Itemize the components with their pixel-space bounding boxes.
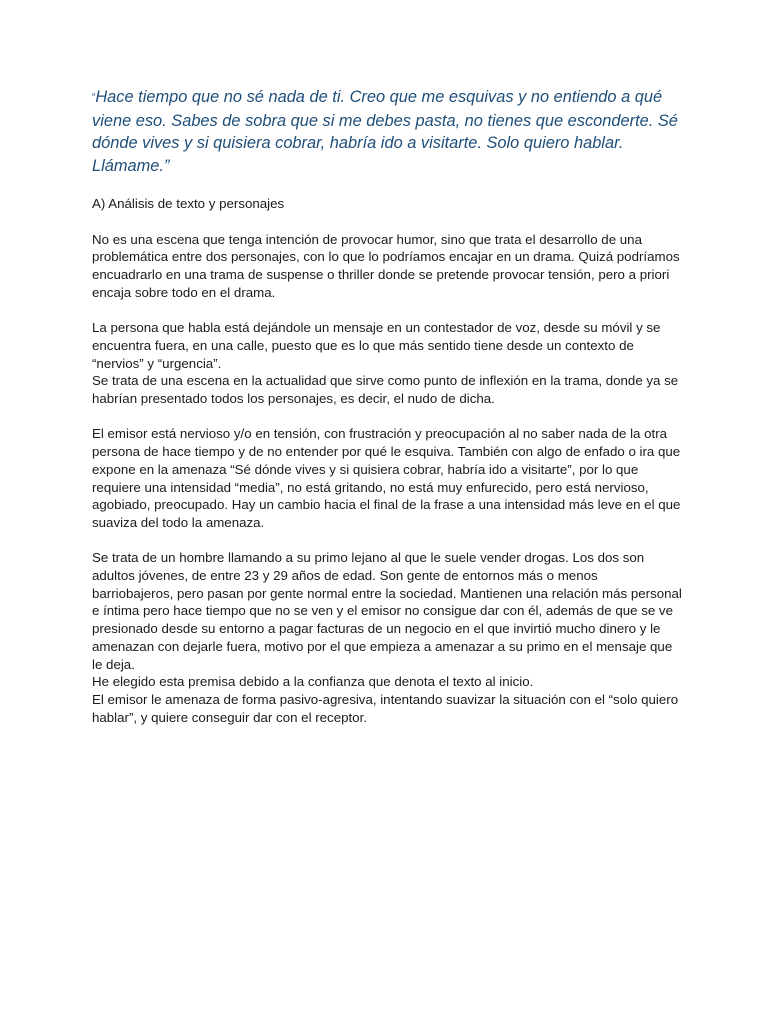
voice-message-quote — [92, 86, 682, 177]
document-body — [92, 86, 682, 744]
paragraph-setting — [92, 319, 682, 408]
paragraph-line: Se trata de una escena en la actualidad que sirve como punto de inflexión en la trama, donde ya se habrían presentado todos los personajes, es decir, el nudo de dicha. — [92, 373, 679, 407]
paragraph-line: He elegido esta premisa debido a la confianza que denota el texto al inicio. — [92, 674, 534, 690]
paragraph-line: El emisor está nervioso y/o en tensión, con frustración y preocupación al no saber nada de la otra persona de hace tiempo y de no entender por qué le esquiva. También con algo de enfado o ira que expone en la amenaza “Sé dónde vives y si quisiera cobrar, habría ido a visitarte”, por lo que requiere una intensidad “media”, no está gritando, no está muy enfurecido, pero está nervioso, agobiado, preocupado. Hay un cambio hacia el final de la frase a una intensidad más leve en el que suaviza del todo la amenaza. — [92, 426, 681, 530]
paragraph-line: La persona que habla está dejándole un mensaje en un contestador de voz, desde su móvil y se encuentra fuera, en una calle, puesto que es lo que más sentido tiene desde un contexto de “nervios” y “urgencia”. — [92, 320, 661, 371]
quote-text: Hace tiempo que no sé nada de ti. Creo que me esquivas y no entiendo a qué viene eso. Sabes de sobra que si me debes pasta, no tienes que esconderte. Sé dónde vives y si quisiera cobrar, habría ido a visitarte. Solo quiero hablar. Llámame.” — [92, 88, 678, 175]
section-heading: A) Análisis de texto y personajes — [92, 196, 285, 211]
paragraph-line: Se trata de un hombre llamando a su primo lejano al que le suele vender drogas. Los dos son adultos jóvenes, de entre 23 y 29 años de edad. Son gente de entornos más o menos barriobajeros, pero pasan por gente normal entre la sociedad. Mantienen una relación más personal e íntima pero hace tiempo que no se ven y el emisor no consigue dar con él, además de que se ve presionado desde su entorno a pagar facturas de un negocio en el que invirtió mucho dinero y le amenazan con dejarle fuera, motivo por el que empieza a amenazar a su primo en el mensaje que le deja. — [92, 550, 682, 672]
paragraph-characters — [92, 549, 682, 726]
paragraph-line: No es una escena que tenga intención de provocar humor, sino que trata el desarrollo de una problemática entre dos personajes, con lo que lo podríamos encajar en un drama. Quizá podríamos encuadrarlo en una trama de suspense o thriller donde se pretende provocar tensión, pero a priori encaja sobre todo en el drama. — [92, 231, 680, 300]
paragraph-emotion — [92, 425, 682, 531]
opening-quote-mark: “ — [92, 92, 96, 103]
paragraph-genre — [92, 231, 682, 302]
paragraph-line: El emisor le amenaza de forma pasivo-agresiva, intentando suavizar la situación con el “solo quiero hablar”, y quiere conseguir dar con el receptor. — [92, 691, 679, 725]
